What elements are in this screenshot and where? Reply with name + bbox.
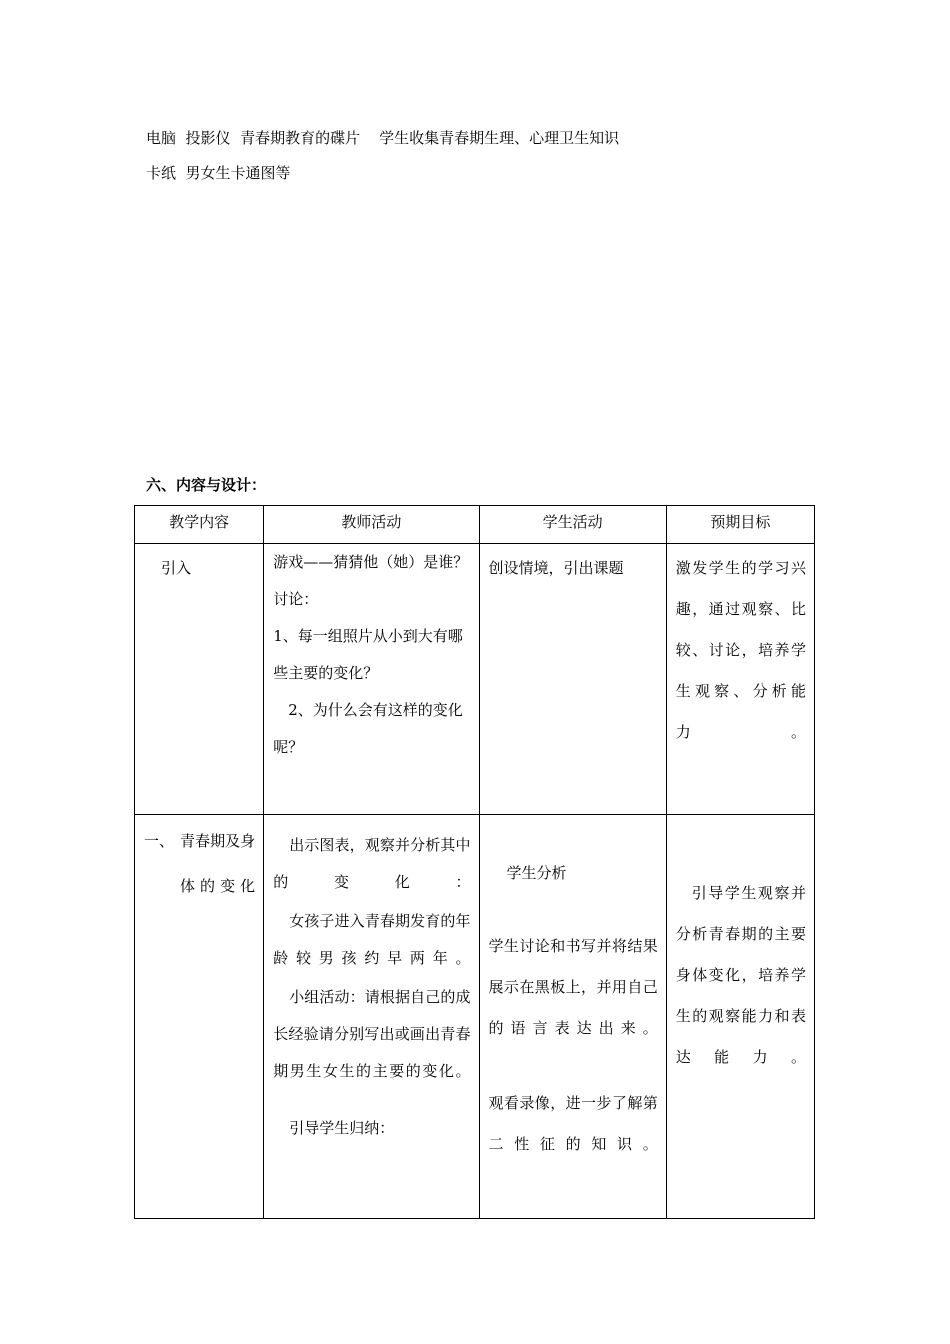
row1-goal-cell	[666, 544, 814, 815]
header-goal: 预期目标	[666, 506, 814, 544]
row1-student: 创设情境，引出课题	[488, 559, 624, 577]
row2-goal-cell	[666, 815, 814, 1219]
materials-line-2: 卡纸 男女生卡通图等	[146, 164, 291, 182]
row1-teacher-cell	[264, 544, 479, 815]
row2-content-cell	[135, 815, 264, 1219]
row1-content-cell	[135, 544, 264, 815]
row2-teacher-1: 出示图表，观察并分析其中的变化：	[273, 836, 471, 891]
table-row	[135, 544, 815, 815]
row2-content-num: 一、	[144, 832, 175, 850]
header-student: 学生活动	[479, 506, 666, 544]
header-content: 教学内容	[135, 506, 264, 544]
header-teacher: 教师活动	[264, 506, 479, 544]
row2-teacher-cell	[264, 815, 479, 1219]
row2-student-cell	[479, 815, 666, 1219]
row2-goal: 引导学生观察并分析青春期的主要身体变化，培养学生的观察能力和表达能力。	[675, 884, 806, 1066]
row2-teacher-2: 女孩子进入青春期发育的年龄较男孩约早两年。	[273, 912, 471, 967]
design-table	[134, 505, 815, 1219]
row1-content: 引入	[161, 559, 192, 577]
row2-student-2: 学生讨论和书写并将结果展示在黑板上，并用自己的语言表达出来。	[488, 937, 658, 1037]
row1-teacher-2: 讨论：	[273, 590, 319, 608]
row1-teacher-1: 游戏——猜猜他（她）是谁？	[273, 553, 469, 571]
row1-student-cell	[479, 544, 666, 815]
row2-teacher-3: 小组活动：请根据自己的成长经验请分别写出或画出青春期男生女生的主要的变化。	[273, 988, 471, 1080]
materials-line-1: 电脑 投影仪 青春期教育的碟片 学生收集青春期生理、心理卫生知识	[146, 129, 620, 147]
row2-student-3: 观看录像，进一步了解第二性征的知识。	[488, 1094, 658, 1153]
row1-teacher-4: 2、为什么会有这样的变化呢？	[273, 701, 463, 756]
section-heading: 六、内容与设计：	[146, 476, 267, 494]
table-header-row	[135, 506, 815, 544]
row1-teacher-3: 1、每一组照片从小到大有哪些主要的变化？	[273, 627, 463, 682]
table-row	[135, 815, 815, 1219]
row1-goal: 激发学生的学习兴趣，通过观察、比较、讨论，培养学生观察、分析能力。	[675, 559, 806, 741]
row2-student-1: 学生分析	[506, 864, 567, 882]
row2-teacher-4: 引导学生归纳：	[289, 1119, 395, 1137]
row2-content: 青春期及身体的变化	[180, 832, 256, 895]
